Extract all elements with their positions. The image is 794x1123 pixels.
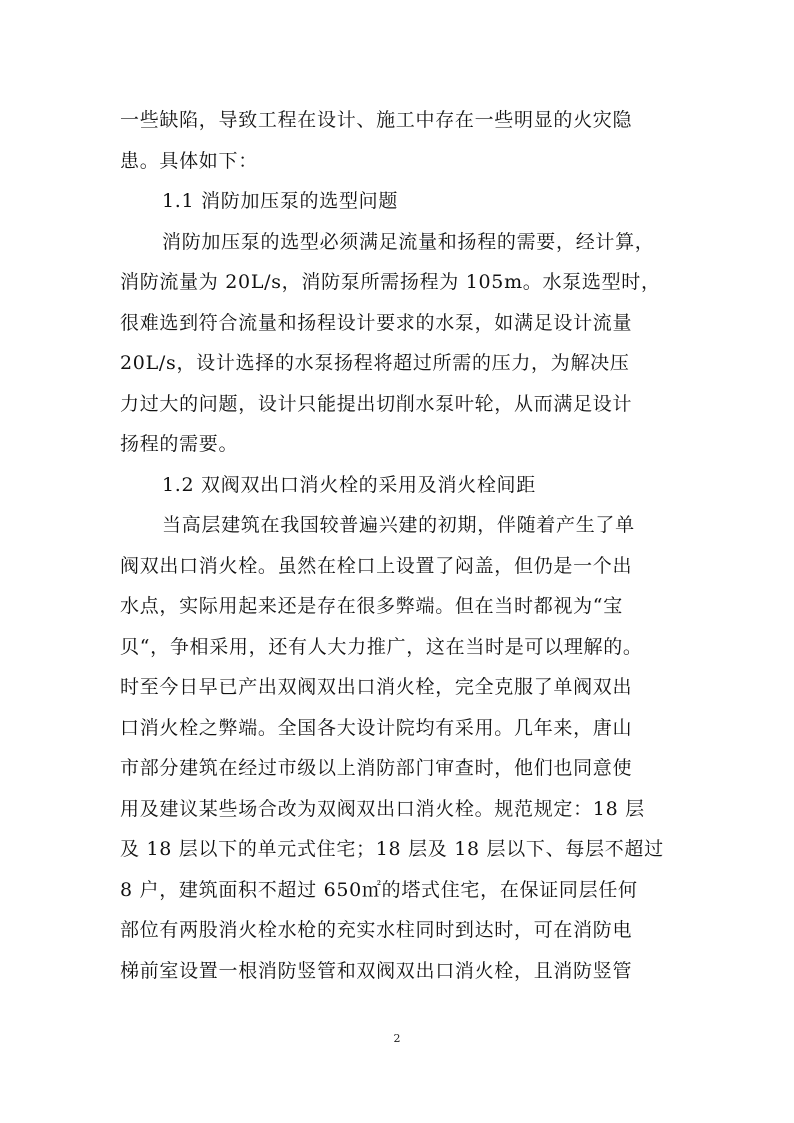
text-line: 力过大的问题，设计只能提出切削水泵叶轮，从而满足设计 <box>120 392 633 415</box>
text-line: 及 18 层以下的单元式住宅；18 层及 18 层以下、每层不超过 <box>120 838 664 860</box>
text-line: 8 户，建筑面积不超过 650㎡的塔式住宅，在保证同层任何 <box>120 878 638 901</box>
text-line: 时至今日早已产出双阀双出口消火栓，完全克服了单阀双出 <box>120 676 633 698</box>
text-line: 阀双出口消火栓。虽然在栓口上设置了闷盖，但仍是一个出 <box>120 554 633 577</box>
text-line: 贝“，争相采用，还有人大力推广，这在当时是可以理解的。 <box>120 635 643 658</box>
text-line: 消防流量为 20L/s，消防泵所需扬程为 105m。水泵选型时， <box>120 271 661 293</box>
text-line: 部位有两股消火栓水枪的充实水柱同时到达时，可在消防电 <box>120 919 633 941</box>
body-text <box>120 100 680 991</box>
text-line: 消防加压泵的选型必须满足流量和扬程的需要，经计算， <box>162 230 655 253</box>
text-line: 一些缺陷，导致工程在设计、施工中存在一些明显的火灾隐 <box>120 109 633 131</box>
text-line: 口消火栓之弊端。全国各大设计院均有采用。几年来，唐山 <box>120 716 633 739</box>
text-line: 用及建议某些场合改为双阀双出口消火栓。规范规定：18 层 <box>120 797 645 820</box>
text-line: 扬程的需要。 <box>120 433 239 455</box>
text-line: 当高层建筑在我国较普遍兴建的初期，伴随着产生了单 <box>162 514 635 536</box>
text-line: 患。具体如下： <box>120 149 258 172</box>
text-line: 市部分建筑在经过市级以上消防部门审查时，他们也同意使 <box>120 757 633 779</box>
section-heading: 1.1 消防加压泵的选型问题 <box>162 190 399 212</box>
text-line: 20L/s，设计选择的水泵扬程将超过所需的压力，为解决压 <box>120 352 630 374</box>
section-heading: 1.2 双阀双出口消火栓的采用及消火栓间距 <box>162 473 536 496</box>
text-line: 很难选到符合流量和扬程设计要求的水泵，如满足设计流量 <box>120 311 633 334</box>
text-line: 梯前室设置一根消防竖管和双阀双出口消火栓，且消防竖管 <box>120 959 633 982</box>
text-line: 水点，实际用起来还是存在很多弊端。但在当时都视为“宝 <box>120 595 623 617</box>
page-number: 2 <box>393 1032 401 1045</box>
